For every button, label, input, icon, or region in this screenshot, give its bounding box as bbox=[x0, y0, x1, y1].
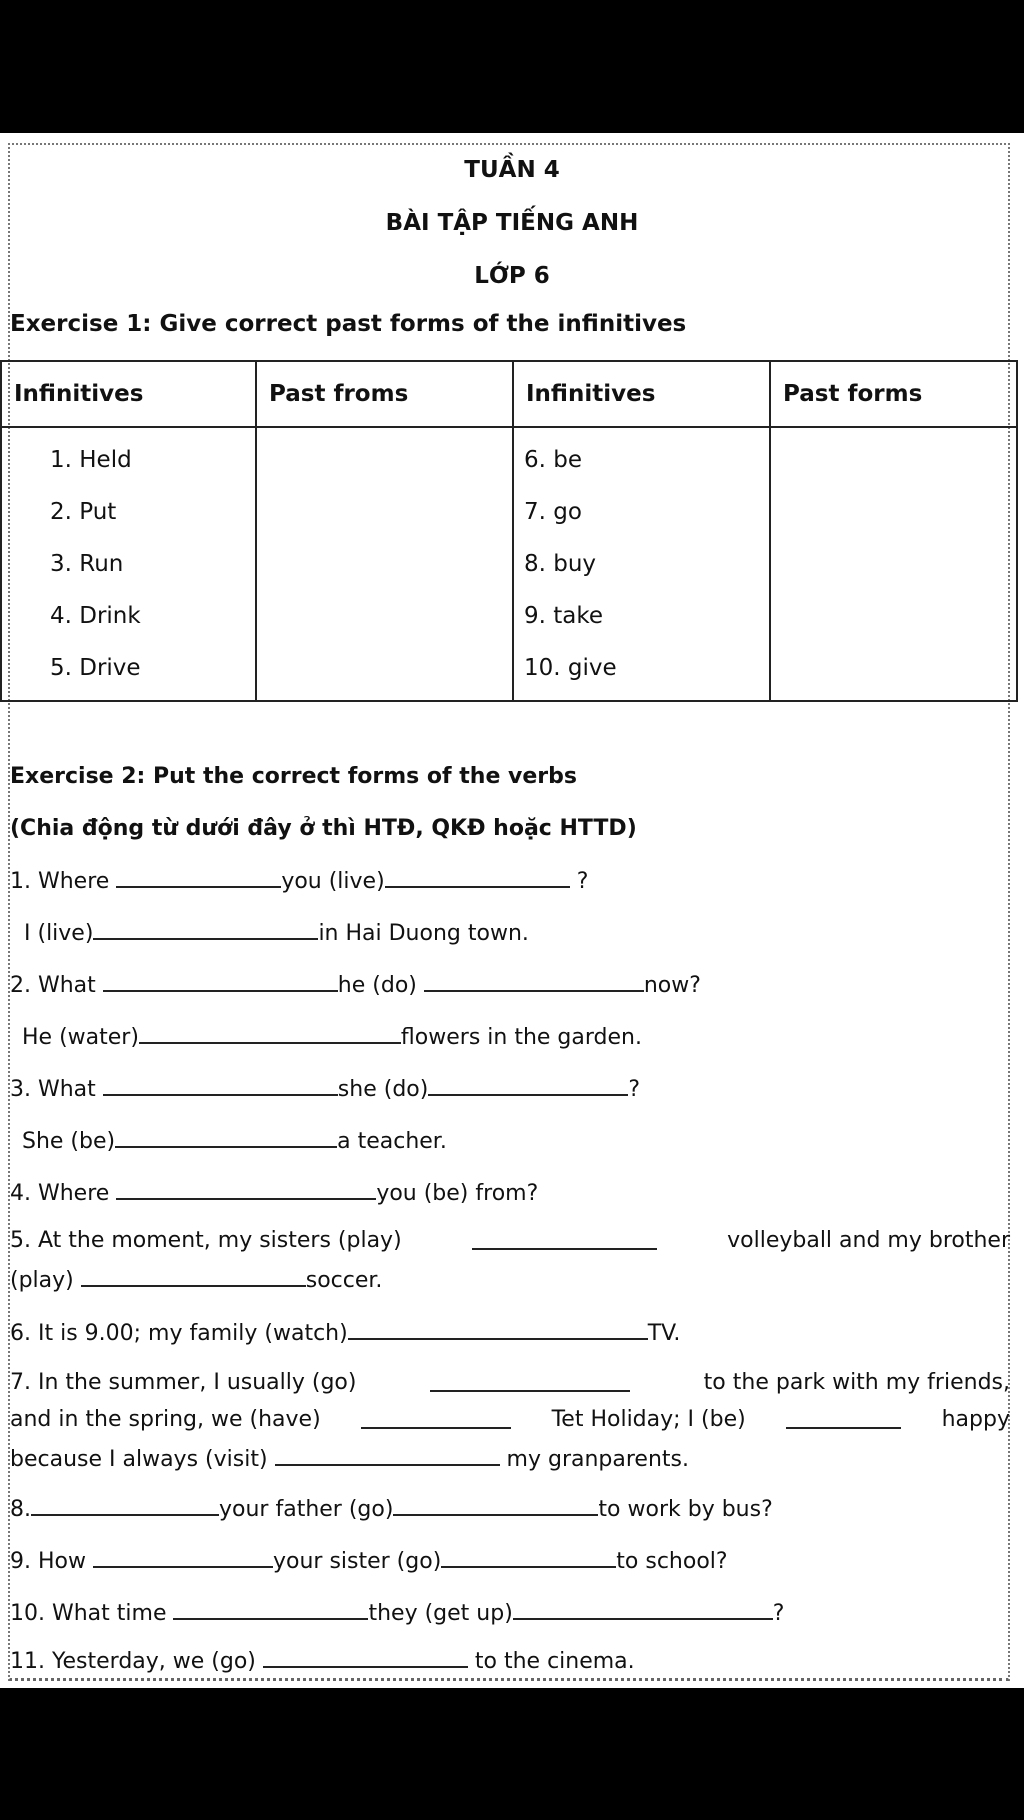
answer-blank[interactable] bbox=[348, 1318, 648, 1340]
q-text: flowers in the garden. bbox=[400, 1025, 642, 1050]
q-text: your sister (go) bbox=[272, 1549, 442, 1574]
subject-title: BÀI TẬP TIẾNG ANH bbox=[385, 210, 639, 236]
q-text: 11. Yesterday, we (go) bbox=[10, 1649, 256, 1674]
answer-blank[interactable] bbox=[275, 1444, 500, 1466]
col-header: Past froms bbox=[256, 361, 513, 427]
week-title: TUẦN 4 bbox=[464, 157, 560, 183]
question-7-cont2 bbox=[10, 1444, 689, 1472]
list-item: 4. Drink bbox=[50, 603, 141, 629]
verbs-table bbox=[0, 360, 1018, 702]
q-text: 5. At the moment, my sisters (play) bbox=[10, 1228, 402, 1253]
q-text: 2. What bbox=[10, 973, 96, 998]
question-6 bbox=[10, 1318, 680, 1346]
answer-blank[interactable] bbox=[430, 1370, 630, 1392]
question-5 bbox=[10, 1228, 1010, 1253]
col-header: Infinitives bbox=[1, 361, 256, 427]
col-header: Past forms bbox=[770, 361, 1017, 427]
answer-blank[interactable] bbox=[31, 1494, 219, 1516]
q-text: you (be) from? bbox=[376, 1181, 539, 1206]
q-text: 10. What time bbox=[10, 1601, 167, 1626]
question-9 bbox=[10, 1546, 728, 1574]
q-text: He (water) bbox=[22, 1025, 139, 1050]
q-text: TV. bbox=[647, 1321, 681, 1346]
answer-blank[interactable] bbox=[93, 1546, 273, 1568]
list-item: 10. give bbox=[524, 655, 617, 681]
q-text: 9. How bbox=[10, 1549, 86, 1574]
q-text: Tet Holiday; I (be) bbox=[551, 1407, 746, 1432]
q-text: he (do) bbox=[337, 973, 417, 998]
q-text: ? bbox=[576, 869, 589, 894]
q-text: to work by bus? bbox=[598, 1497, 773, 1522]
question-3 bbox=[10, 1074, 640, 1102]
q-text: 7. In the summer, I usually (go) bbox=[10, 1370, 357, 1395]
answer-blank[interactable] bbox=[472, 1228, 657, 1250]
answer-blank[interactable] bbox=[93, 918, 318, 940]
q-text: 1. Where bbox=[10, 869, 110, 894]
list-item: 3. Run bbox=[50, 551, 124, 577]
list-item: 8. buy bbox=[524, 551, 597, 577]
q-text: (play) bbox=[10, 1268, 74, 1293]
grade-title: LỚP 6 bbox=[474, 263, 550, 289]
q-text: you (live) bbox=[281, 869, 385, 894]
question-11 bbox=[10, 1646, 635, 1674]
infinitives-cell-right bbox=[513, 427, 770, 701]
q-text: 8. bbox=[10, 1497, 31, 1522]
q-text: now? bbox=[643, 973, 701, 998]
question-8 bbox=[10, 1494, 773, 1522]
question-2 bbox=[10, 970, 701, 998]
answer-blank[interactable] bbox=[385, 866, 570, 888]
exercise1-title: Exercise 1: Give correct past forms of the infinitives bbox=[10, 311, 687, 337]
answer-blank[interactable] bbox=[428, 1074, 628, 1096]
q-text: they (get up) bbox=[368, 1601, 513, 1626]
answer-blank[interactable] bbox=[173, 1598, 368, 1620]
list-item: 1. Held bbox=[50, 447, 132, 473]
answer-blank[interactable] bbox=[116, 866, 281, 888]
q-text: I (live) bbox=[24, 921, 94, 946]
q-text: to the cinema. bbox=[474, 1649, 635, 1674]
past-forms-cell-left[interactable] bbox=[256, 427, 513, 701]
question-7 bbox=[10, 1370, 1010, 1395]
question-7-cont bbox=[10, 1407, 1010, 1432]
q-text: ? bbox=[628, 1077, 641, 1102]
q-text: soccer. bbox=[305, 1268, 383, 1293]
q-text: in Hai Duong town. bbox=[318, 921, 529, 946]
worksheet-page bbox=[0, 133, 1024, 1688]
list-item: 7. go bbox=[524, 499, 582, 525]
answer-blank[interactable] bbox=[81, 1265, 306, 1287]
answer-blank[interactable] bbox=[115, 1126, 337, 1148]
q-text: because I always (visit) bbox=[10, 1447, 268, 1472]
answer-2 bbox=[22, 1022, 642, 1050]
question-5-cont bbox=[10, 1265, 382, 1293]
q-text: a teacher. bbox=[337, 1129, 447, 1154]
infinitives-cell-left bbox=[1, 427, 256, 701]
q-text: ? bbox=[772, 1601, 785, 1626]
exercise2-subtitle: (Chia động từ dưới đây ở thì HTĐ, QKĐ hoặc HTTD) bbox=[10, 816, 637, 841]
question-4 bbox=[10, 1178, 538, 1206]
question-10 bbox=[10, 1598, 784, 1626]
list-item: 9. take bbox=[524, 603, 604, 629]
q-text: she (do) bbox=[337, 1077, 429, 1102]
answer-blank[interactable] bbox=[139, 1022, 401, 1044]
q-text: happy bbox=[941, 1407, 1010, 1432]
q-text: to the park with my friends, bbox=[703, 1370, 1010, 1395]
answer-blank[interactable] bbox=[103, 1074, 338, 1096]
list-item: 6. be bbox=[524, 447, 583, 473]
answer-blank[interactable] bbox=[786, 1407, 901, 1429]
q-text: to school? bbox=[616, 1549, 728, 1574]
answer-1 bbox=[24, 918, 529, 946]
question-1 bbox=[10, 866, 588, 894]
answer-blank[interactable] bbox=[116, 1178, 376, 1200]
answer-blank[interactable] bbox=[393, 1494, 598, 1516]
q-text: 6. It is 9.00; my family (watch) bbox=[10, 1321, 348, 1346]
exercise2-title: Exercise 2: Put the correct forms of the verbs bbox=[10, 764, 577, 789]
answer-3 bbox=[22, 1126, 447, 1154]
list-item: 2. Put bbox=[50, 499, 117, 525]
answer-blank[interactable] bbox=[263, 1646, 468, 1668]
list-item: 5. Drive bbox=[50, 655, 141, 681]
q-text: volleyball and my brother bbox=[727, 1228, 1010, 1253]
past-forms-cell-right[interactable] bbox=[770, 427, 1017, 701]
q-text: 3. What bbox=[10, 1077, 96, 1102]
q-text: 4. Where bbox=[10, 1181, 110, 1206]
answer-blank[interactable] bbox=[361, 1407, 511, 1429]
answer-blank[interactable] bbox=[424, 970, 644, 992]
q-text: She (be) bbox=[22, 1129, 116, 1154]
q-text: and in the spring, we (have) bbox=[10, 1407, 321, 1432]
answer-blank[interactable] bbox=[441, 1546, 616, 1568]
answer-blank[interactable] bbox=[103, 970, 338, 992]
q-text: your father (go) bbox=[219, 1497, 394, 1522]
q-text: my granparents. bbox=[506, 1447, 689, 1472]
answer-blank[interactable] bbox=[513, 1598, 773, 1620]
col-header: Infinitives bbox=[513, 361, 770, 427]
